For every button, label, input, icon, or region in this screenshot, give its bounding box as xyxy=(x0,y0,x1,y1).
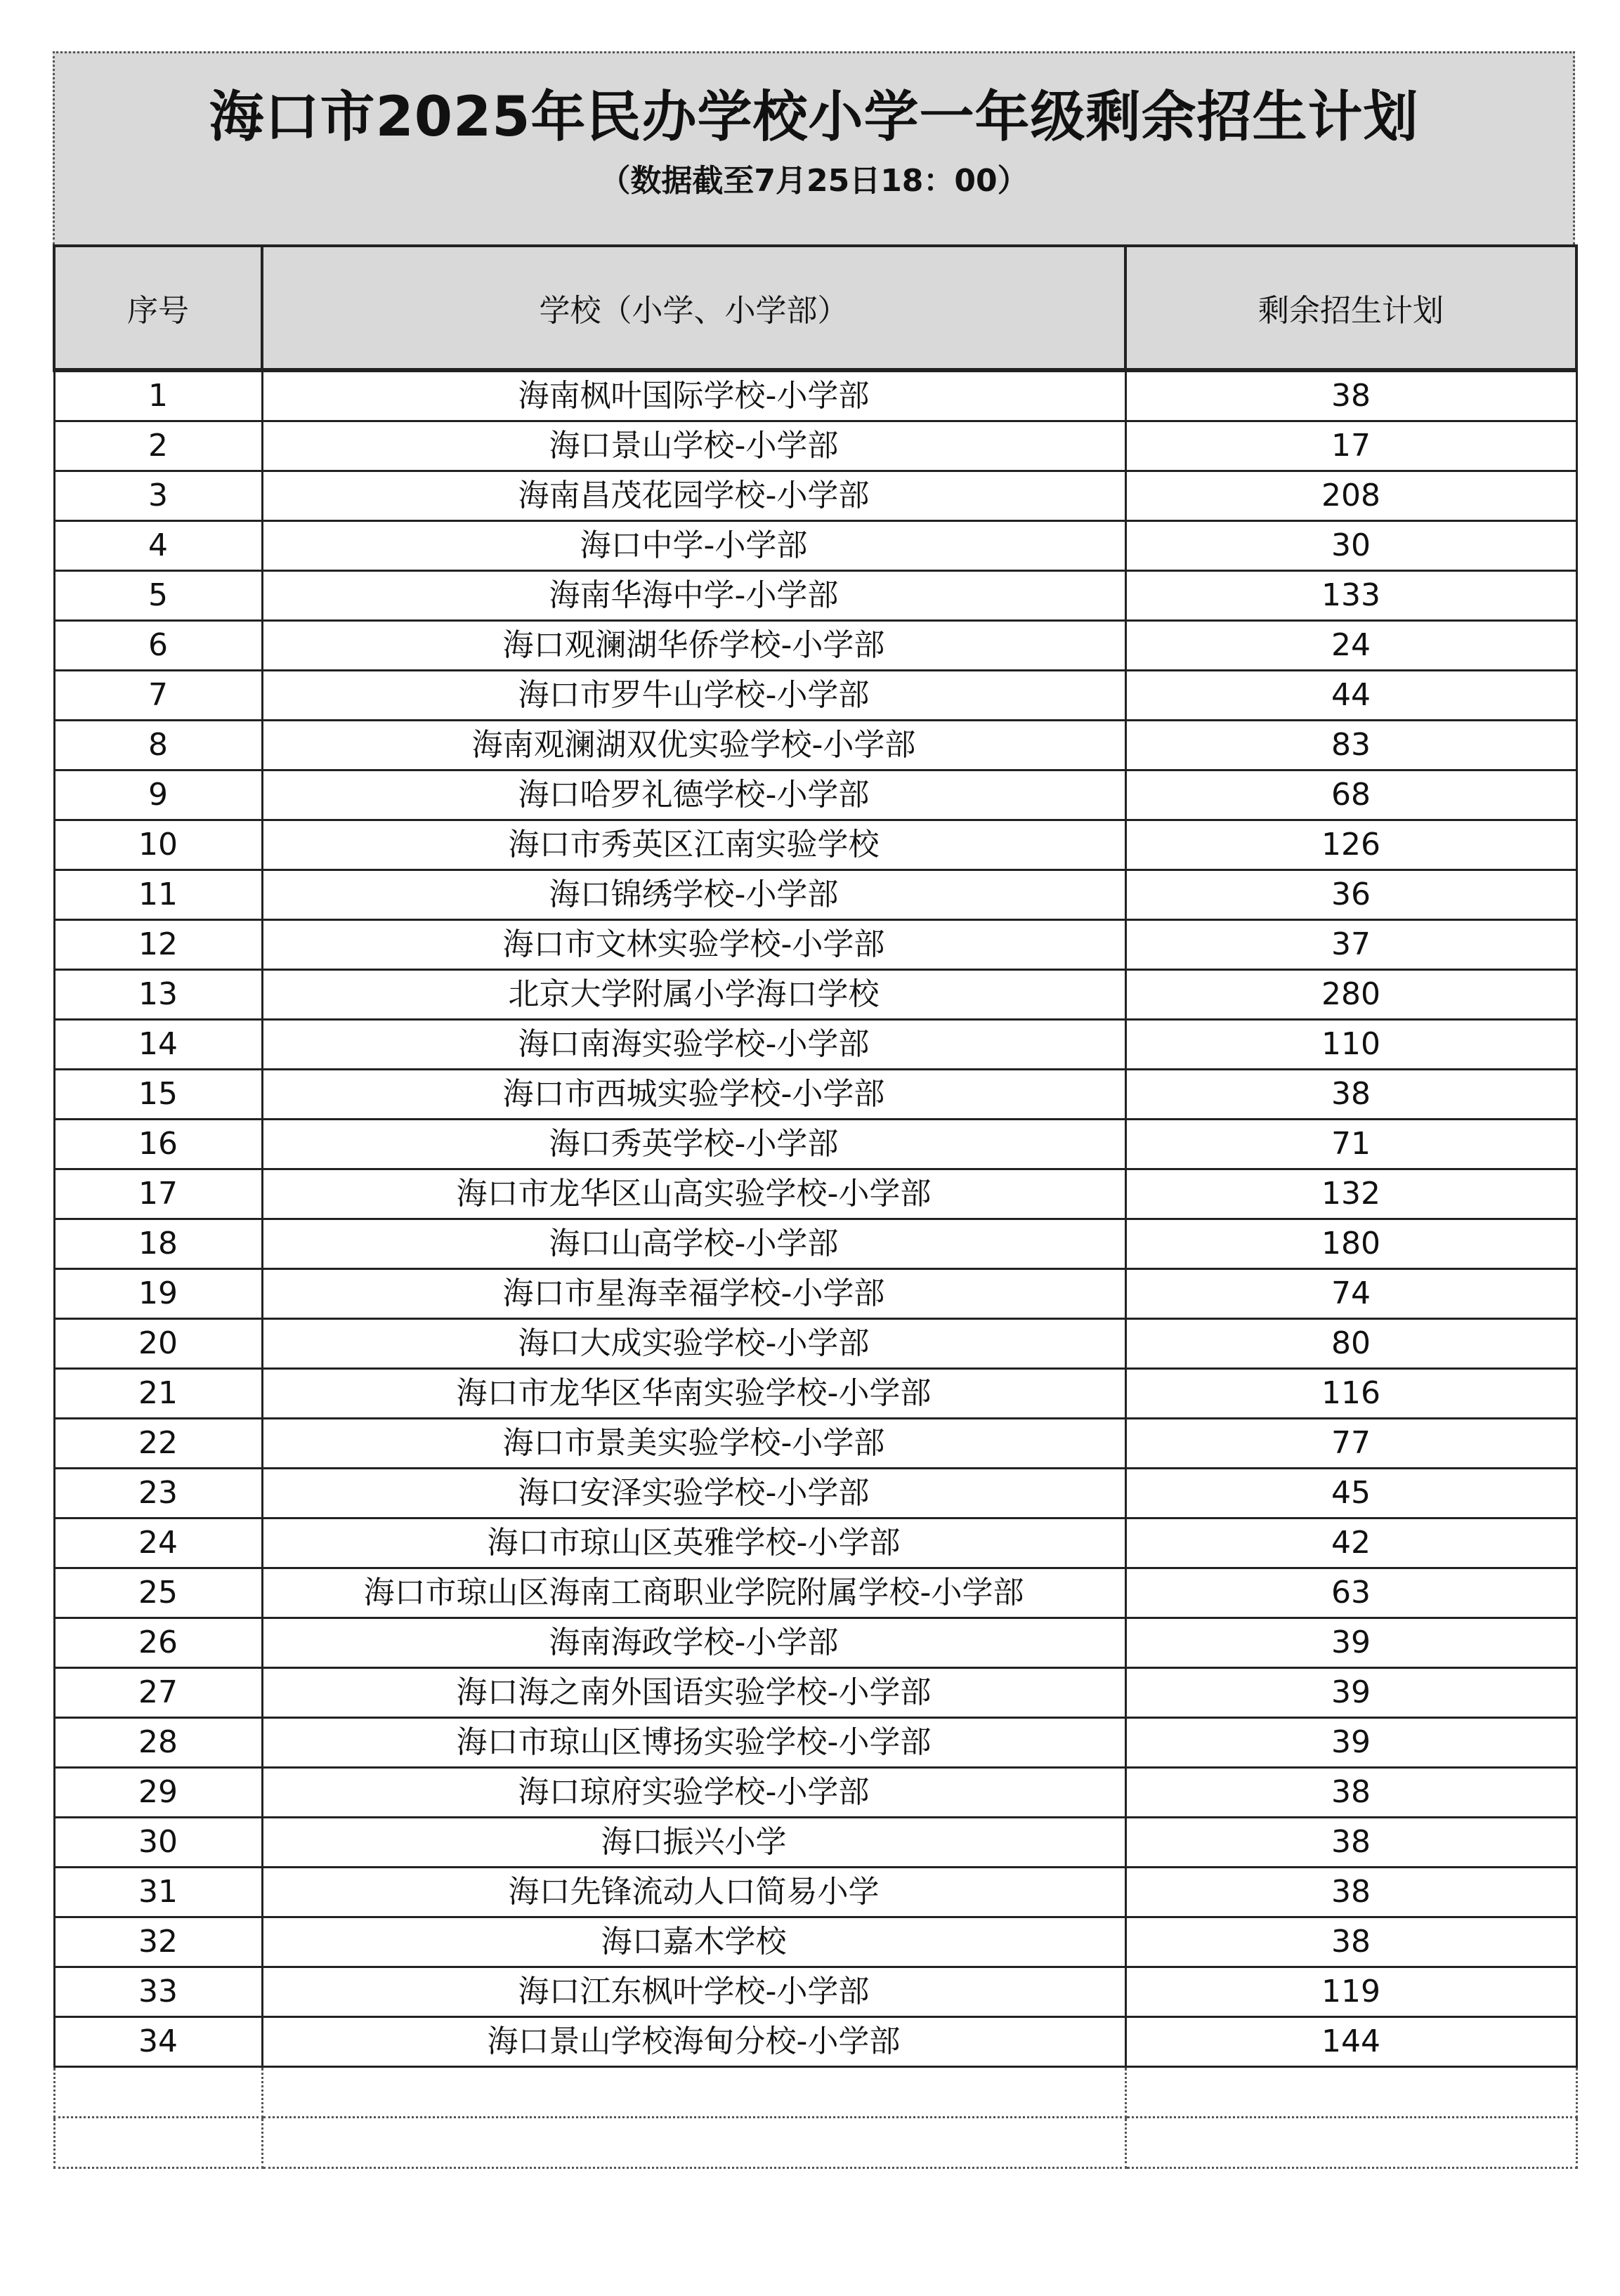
remaining-count-cell: 44 xyxy=(1125,671,1576,721)
row-index-cell: 7 xyxy=(54,671,262,721)
row-index-cell: 22 xyxy=(54,1419,262,1469)
school-name-cell: 海口市琼山区博扬实验学校-小学部 xyxy=(262,1718,1125,1768)
row-index-cell: 11 xyxy=(54,870,262,920)
table-row xyxy=(54,1269,1576,1319)
remaining-count-cell: 119 xyxy=(1125,1967,1576,2017)
remaining-count-cell: 39 xyxy=(1125,1668,1576,1718)
remaining-count-cell: 36 xyxy=(1125,870,1576,920)
school-name-cell: 海口中学-小学部 xyxy=(262,521,1125,571)
table-row xyxy=(54,870,1576,920)
row-index-cell: 6 xyxy=(54,621,262,671)
school-name-cell: 海口市琼山区英雅学校-小学部 xyxy=(262,1518,1125,1568)
table-row xyxy=(54,1169,1576,1219)
table-row xyxy=(54,1369,1576,1419)
table-row xyxy=(54,970,1576,1020)
table-row xyxy=(54,521,1576,571)
table-row xyxy=(54,621,1576,671)
row-index-cell: 24 xyxy=(54,1518,262,1568)
remaining-count-cell: 38 xyxy=(1125,370,1576,421)
empty-cell xyxy=(1125,2118,1576,2168)
table-row xyxy=(54,1868,1576,1917)
row-index-cell: 17 xyxy=(54,1169,262,1219)
table-row xyxy=(54,1518,1576,1568)
row-index-cell: 1 xyxy=(54,370,262,421)
table-row xyxy=(54,1219,1576,1269)
row-index-cell: 13 xyxy=(54,970,262,1020)
remaining-count-cell: 208 xyxy=(1125,471,1576,521)
row-index-cell: 26 xyxy=(54,1618,262,1668)
school-name-cell: 海口安泽实验学校-小学部 xyxy=(262,1469,1125,1518)
remaining-count-cell: 180 xyxy=(1125,1219,1576,1269)
empty-cell xyxy=(54,2067,262,2118)
school-name-cell: 海口江东枫叶学校-小学部 xyxy=(262,1967,1125,2017)
header-index: 序号 xyxy=(54,246,262,370)
school-name-cell: 海口南海实验学校-小学部 xyxy=(262,1020,1125,1070)
school-name-cell: 海口观澜湖华侨学校-小学部 xyxy=(262,621,1125,671)
remaining-count-cell: 132 xyxy=(1125,1169,1576,1219)
spreadsheet-sheet xyxy=(53,51,1575,2169)
table-row xyxy=(54,421,1576,471)
row-index-cell: 4 xyxy=(54,521,262,571)
remaining-count-cell: 38 xyxy=(1125,1868,1576,1917)
school-name-cell: 海南海政学校-小学部 xyxy=(262,1618,1125,1668)
row-index-cell: 3 xyxy=(54,471,262,521)
remaining-count-cell: 38 xyxy=(1125,1917,1576,1967)
table-row xyxy=(54,820,1576,870)
table-row xyxy=(54,370,1576,421)
table-row xyxy=(54,1120,1576,1169)
school-name-cell: 海口景山学校-小学部 xyxy=(262,421,1125,471)
table-row xyxy=(54,1818,1576,1868)
row-index-cell: 19 xyxy=(54,1269,262,1319)
table-row xyxy=(54,471,1576,521)
table-row xyxy=(54,920,1576,970)
row-index-cell: 33 xyxy=(54,1967,262,2017)
remaining-count-cell: 71 xyxy=(1125,1120,1576,1169)
school-name-cell: 海口振兴小学 xyxy=(262,1818,1125,1868)
empty-cell xyxy=(54,2118,262,2168)
row-index-cell: 8 xyxy=(54,721,262,770)
remaining-count-cell: 30 xyxy=(1125,521,1576,571)
row-index-cell: 16 xyxy=(54,1120,262,1169)
empty-row xyxy=(54,2118,1576,2168)
table-row xyxy=(54,1419,1576,1469)
table-body xyxy=(54,370,1576,2168)
table-row xyxy=(54,1070,1576,1120)
school-name-cell: 海口市景美实验学校-小学部 xyxy=(262,1419,1125,1469)
school-name-cell: 海南观澜湖双优实验学校-小学部 xyxy=(262,721,1125,770)
school-name-cell: 北京大学附属小学海口学校 xyxy=(262,970,1125,1020)
remaining-count-cell: 74 xyxy=(1125,1269,1576,1319)
school-name-cell: 海南华海中学-小学部 xyxy=(262,571,1125,621)
school-name-cell: 海口市星海幸福学校-小学部 xyxy=(262,1269,1125,1319)
school-name-cell: 海口先锋流动人口简易小学 xyxy=(262,1868,1125,1917)
header-remaining: 剩余招生计划 xyxy=(1125,246,1576,370)
table-header-row xyxy=(54,246,1576,370)
remaining-count-cell: 24 xyxy=(1125,621,1576,671)
remaining-count-cell: 77 xyxy=(1125,1419,1576,1469)
remaining-count-cell: 63 xyxy=(1125,1568,1576,1618)
table-row xyxy=(54,1469,1576,1518)
remaining-count-cell: 42 xyxy=(1125,1518,1576,1568)
school-name-cell: 海口市秀英区江南实验学校 xyxy=(262,820,1125,870)
row-index-cell: 5 xyxy=(54,571,262,621)
row-index-cell: 29 xyxy=(54,1768,262,1818)
remaining-count-cell: 37 xyxy=(1125,920,1576,970)
table-row xyxy=(54,1718,1576,1768)
row-index-cell: 9 xyxy=(54,770,262,820)
table-row xyxy=(54,1967,1576,2017)
remaining-count-cell: 110 xyxy=(1125,1020,1576,1070)
row-index-cell: 18 xyxy=(54,1219,262,1269)
school-name-cell: 海南昌茂花园学校-小学部 xyxy=(262,471,1125,521)
school-name-cell: 海口锦绣学校-小学部 xyxy=(262,870,1125,920)
table-row xyxy=(54,571,1576,621)
table-row xyxy=(54,671,1576,721)
title-banner xyxy=(53,51,1575,244)
remaining-count-cell: 144 xyxy=(1125,2017,1576,2067)
row-index-cell: 20 xyxy=(54,1319,262,1369)
remaining-count-cell: 116 xyxy=(1125,1369,1576,1419)
remaining-count-cell: 39 xyxy=(1125,1718,1576,1768)
school-name-cell: 海口秀英学校-小学部 xyxy=(262,1120,1125,1169)
school-name-cell: 海口嘉木学校 xyxy=(262,1917,1125,1967)
school-name-cell: 海口市西城实验学校-小学部 xyxy=(262,1070,1125,1120)
remaining-count-cell: 126 xyxy=(1125,820,1576,870)
empty-row xyxy=(54,2067,1576,2118)
school-name-cell: 海口景山学校海甸分校-小学部 xyxy=(262,2017,1125,2067)
school-name-cell: 海口市龙华区华南实验学校-小学部 xyxy=(262,1369,1125,1419)
row-index-cell: 34 xyxy=(54,2017,262,2067)
school-name-cell: 海口大成实验学校-小学部 xyxy=(262,1319,1125,1369)
remaining-count-cell: 17 xyxy=(1125,421,1576,471)
row-index-cell: 31 xyxy=(54,1868,262,1917)
row-index-cell: 10 xyxy=(54,820,262,870)
data-cutoff-subtitle: （数据截至7月25日18：00） xyxy=(599,163,1028,199)
row-index-cell: 32 xyxy=(54,1917,262,1967)
row-index-cell: 28 xyxy=(54,1718,262,1768)
table-row xyxy=(54,1768,1576,1818)
school-name-cell: 海口琼府实验学校-小学部 xyxy=(262,1768,1125,1818)
table-row xyxy=(54,1668,1576,1718)
row-index-cell: 14 xyxy=(54,1020,262,1070)
school-name-cell: 海口市文林实验学校-小学部 xyxy=(262,920,1125,970)
school-name-cell: 海口山高学校-小学部 xyxy=(262,1219,1125,1269)
school-name-cell: 海口市罗牛山学校-小学部 xyxy=(262,671,1125,721)
table-row xyxy=(54,1020,1576,1070)
table-row xyxy=(54,770,1576,820)
row-index-cell: 2 xyxy=(54,421,262,471)
row-index-cell: 27 xyxy=(54,1668,262,1718)
empty-cell xyxy=(262,2118,1125,2168)
remaining-count-cell: 280 xyxy=(1125,970,1576,1020)
remaining-count-cell: 68 xyxy=(1125,770,1576,820)
table-row xyxy=(54,721,1576,770)
header-school: 学校（小学、小学部） xyxy=(262,246,1125,370)
table-row xyxy=(54,1568,1576,1618)
enrollment-table xyxy=(53,244,1578,2169)
remaining-count-cell: 80 xyxy=(1125,1319,1576,1369)
row-index-cell: 25 xyxy=(54,1568,262,1618)
row-index-cell: 21 xyxy=(54,1369,262,1419)
table-row xyxy=(54,1618,1576,1668)
remaining-count-cell: 38 xyxy=(1125,1818,1576,1868)
remaining-count-cell: 38 xyxy=(1125,1070,1576,1120)
remaining-count-cell: 39 xyxy=(1125,1618,1576,1668)
school-name-cell: 海口海之南外国语实验学校-小学部 xyxy=(262,1668,1125,1718)
table-row xyxy=(54,2017,1576,2067)
table-row xyxy=(54,1917,1576,1967)
remaining-count-cell: 45 xyxy=(1125,1469,1576,1518)
remaining-count-cell: 38 xyxy=(1125,1768,1576,1818)
empty-cell xyxy=(262,2067,1125,2118)
school-name-cell: 海南枫叶国际学校-小学部 xyxy=(262,370,1125,421)
row-index-cell: 23 xyxy=(54,1469,262,1518)
remaining-count-cell: 83 xyxy=(1125,721,1576,770)
page-title: 海口市2025年民办学校小学一年级剩余招生计划 xyxy=(209,86,1419,149)
empty-cell xyxy=(1125,2067,1576,2118)
school-name-cell: 海口市龙华区山高实验学校-小学部 xyxy=(262,1169,1125,1219)
school-name-cell: 海口市琼山区海南工商职业学院附属学校-小学部 xyxy=(262,1568,1125,1618)
row-index-cell: 15 xyxy=(54,1070,262,1120)
row-index-cell: 12 xyxy=(54,920,262,970)
school-name-cell: 海口哈罗礼德学校-小学部 xyxy=(262,770,1125,820)
table-row xyxy=(54,1319,1576,1369)
row-index-cell: 30 xyxy=(54,1818,262,1868)
remaining-count-cell: 133 xyxy=(1125,571,1576,621)
